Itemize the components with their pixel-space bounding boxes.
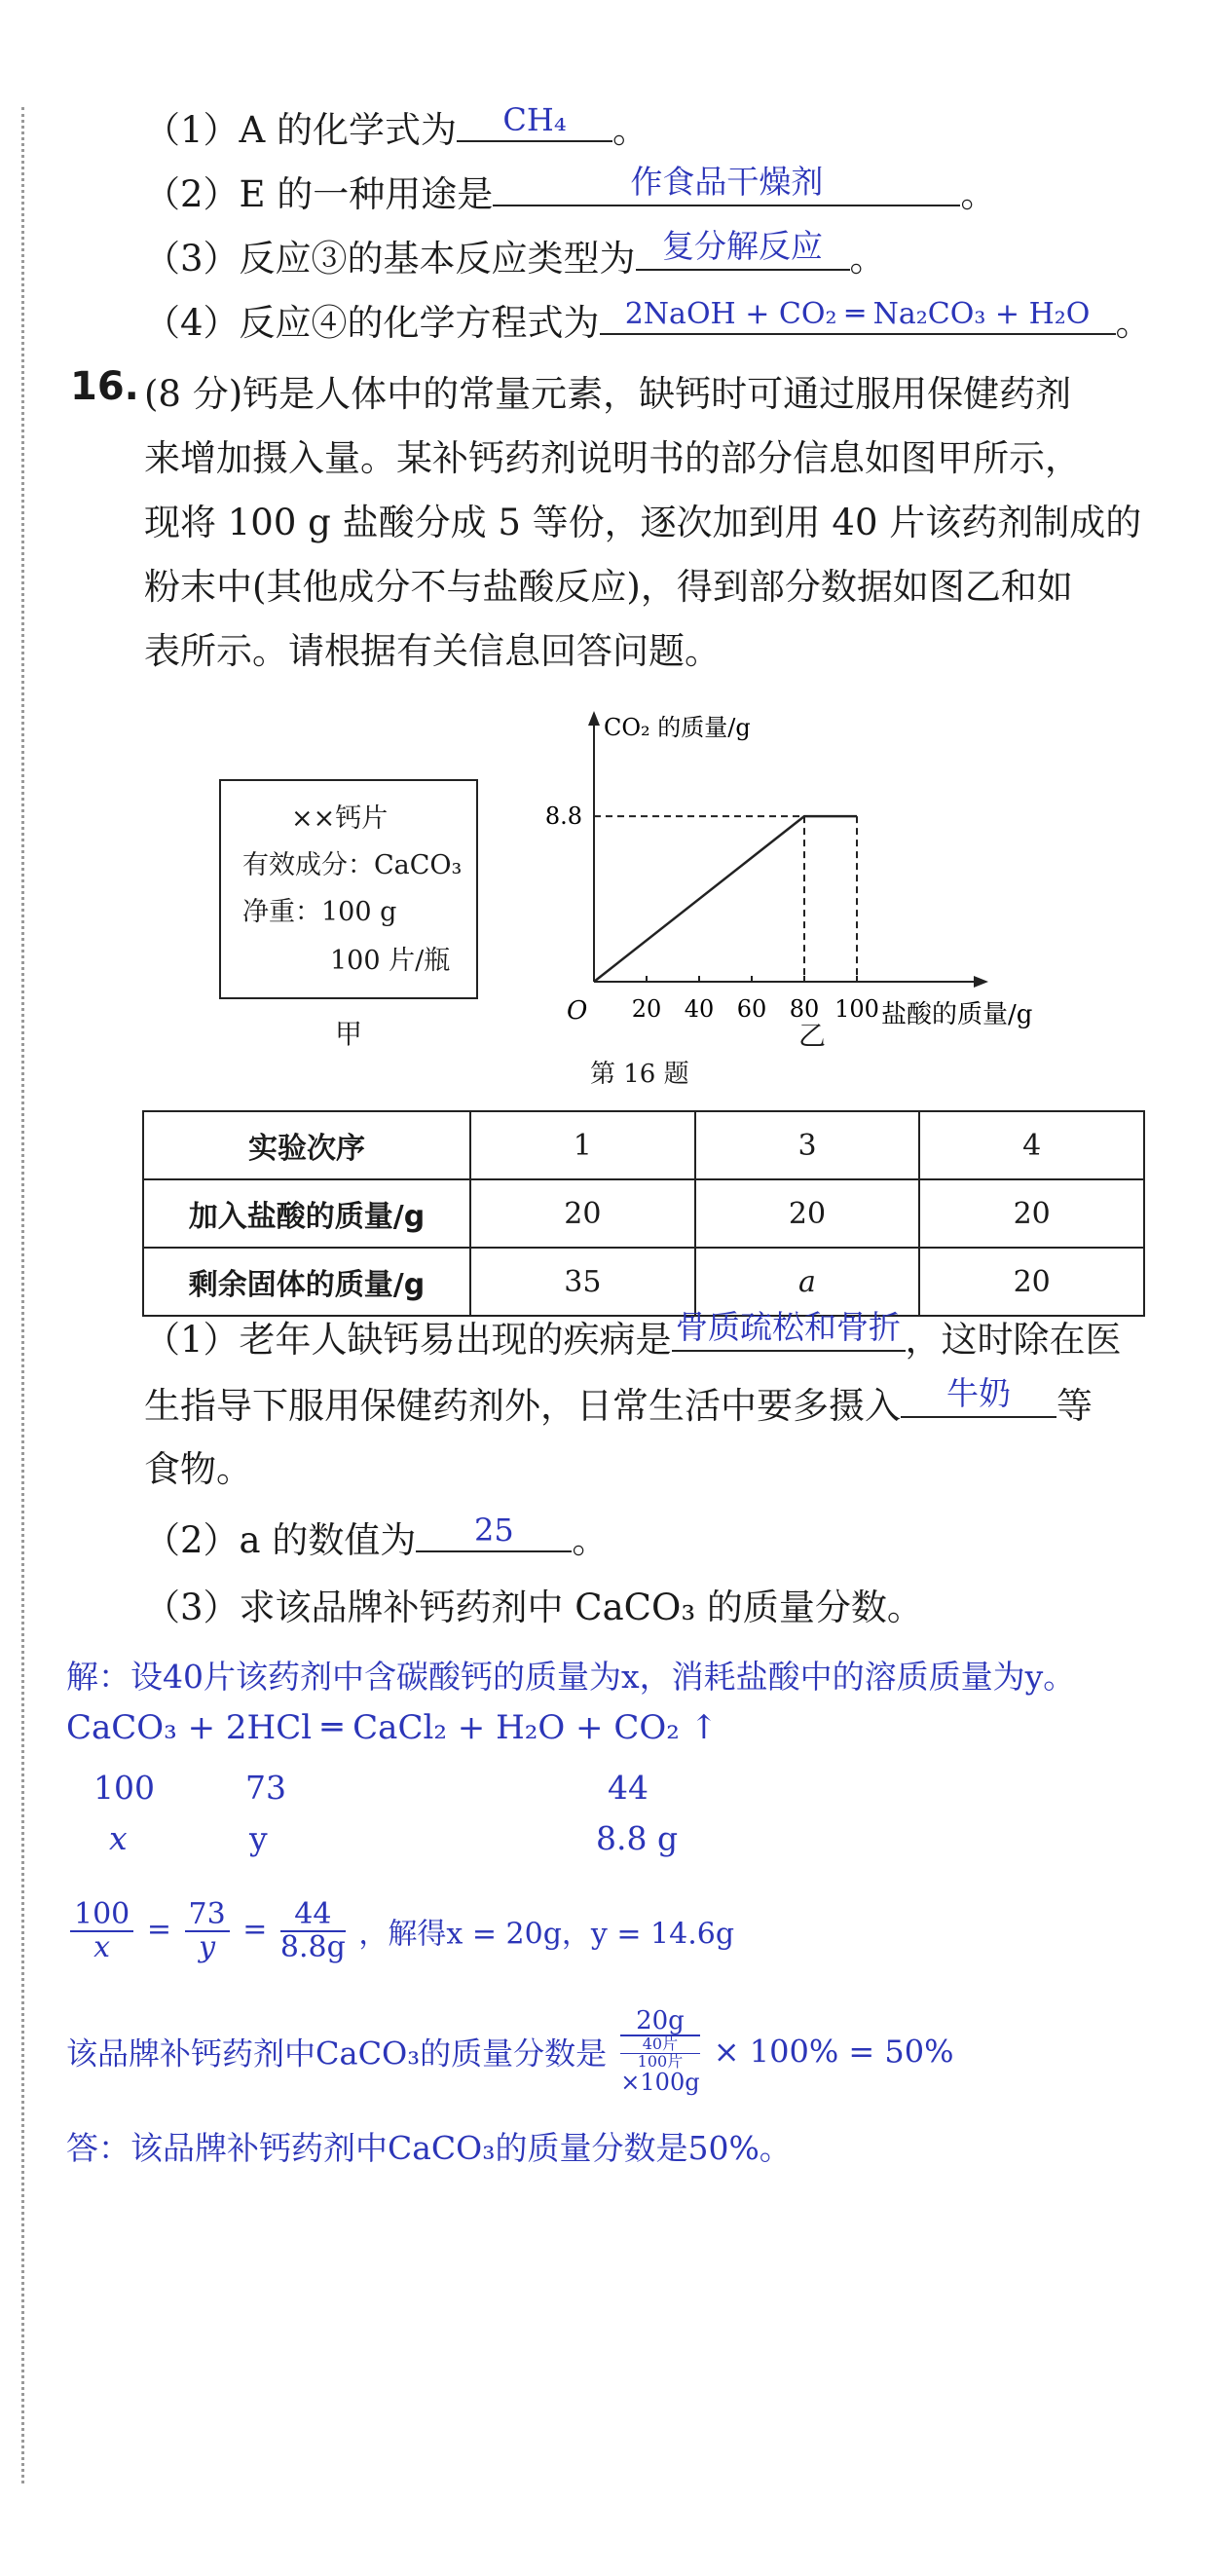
x-tick-label: 60: [736, 995, 767, 1023]
table-cell: 20: [470, 1179, 695, 1248]
table-cell: a: [695, 1248, 920, 1316]
table-cell: 20: [919, 1179, 1144, 1248]
var-x: x: [109, 1819, 128, 1857]
table-header-row: [143, 1111, 1144, 1179]
answer-q15-2: 作食品干燥剂: [630, 163, 824, 201]
table-cell: 20: [919, 1248, 1144, 1316]
series-line-co2: [594, 816, 857, 982]
var-y: y: [249, 1819, 268, 1857]
q16-text-line-4: 粉末中(其他成分不与盐酸反应)，得到部分数据如图乙和如: [144, 566, 1073, 608]
table-cell: 35: [470, 1248, 695, 1316]
q15-part2: （2）E 的一种用途是 作食品干燥剂 。: [144, 162, 996, 217]
answer-disease: 骨质疏松和骨折: [676, 1308, 902, 1346]
binding-dotted-line: [21, 107, 24, 2483]
question-number: 16.: [70, 364, 139, 409]
caption-yi: 乙: [798, 1020, 827, 1052]
table-header: 3: [695, 1111, 920, 1179]
q15-part3: （3）反应③的基本反应类型为 复分解反应 。: [144, 226, 886, 281]
label-title: ××钙片: [291, 803, 389, 834]
origin-label: O: [567, 996, 588, 1026]
y-axis-arrow: [588, 711, 600, 726]
mass-caco3: 100: [93, 1769, 155, 1807]
x-tick-label: 80: [789, 995, 820, 1023]
co2-chart: [526, 701, 1091, 1062]
q15-part1: （1）A 的化学式为 CH₄ 。: [144, 97, 649, 153]
table-cell: 剩余固体的质量/g: [143, 1248, 470, 1316]
q16-text-line-3: 现将 100 g 盐酸分成 5 等份，逐次加到用 40 片该药剂制成的: [144, 502, 1142, 543]
y-axis-label: CO₂ 的质量/g: [604, 714, 751, 741]
x-axis-label: 盐酸的质量/g: [881, 1000, 1033, 1029]
q16-sub3: （3）求该品牌补钙药剂中 CaCO₃ 的质量分数。: [144, 1587, 923, 1628]
answer-q15-4: 2NaOH + CO₂ ═ Na₂CO₃ + H₂O: [624, 297, 1091, 331]
label-weight: 净重：100 g: [242, 897, 397, 927]
label-count: 100 片/瓶: [330, 946, 451, 976]
var-co2: 8.8 g: [596, 1819, 679, 1857]
x-tick-label: 20: [631, 995, 662, 1023]
table-row: [143, 1179, 1144, 1248]
percent-line: 该品牌补钙药剂中CaCO₃的质量分数是 20g 40片 100片 ×100g × 100% = 50%: [66, 2006, 954, 2096]
q16-sub1-line2: 生指导下服用保健药剂外，日常生活中要多摄入 牛奶 等: [144, 1373, 1093, 1429]
final-answer: 答：该品牌补钙药剂中CaCO₃的质量分数是50%。: [66, 2129, 792, 2167]
x-tick-label: 40: [684, 995, 715, 1023]
table-row: [143, 1248, 1144, 1316]
answer-q15-3: 复分解反应: [662, 227, 824, 265]
x-tick-label: 100: [834, 995, 879, 1023]
x-axis-arrow: [974, 976, 988, 988]
table-cell: 加入盐酸的质量/g: [143, 1179, 470, 1248]
figure-caption: 第 16 题: [590, 1060, 689, 1089]
data-table: [142, 1110, 1145, 1317]
answer-food: 牛奶: [946, 1374, 1011, 1412]
ratio-line: $\frac{100}{x}$ = $\frac{73}{y}$ = $\frac{44}{8.8g}$ ，解得x = 20g，y = 14.6g: [66, 1899, 734, 1962]
mass-co2: 44: [608, 1769, 649, 1807]
mass-hcl: 73: [245, 1769, 286, 1807]
solution-line-1: 解：设40片该药剂中含碳酸钙的质量为x，消耗盐酸中的溶质质量为y。: [66, 1658, 1076, 1696]
answer-a: 25: [474, 1512, 514, 1549]
table-header: 4: [919, 1111, 1144, 1179]
q16-sub1-line3: 食物。: [144, 1448, 252, 1490]
medicine-label-box: [219, 779, 478, 999]
q16-sub1-line1: （1）老年人缺钙易出现的疾病是 骨质疏松和骨折 ，这时除在医: [144, 1307, 1122, 1363]
table-cell: 20: [695, 1179, 920, 1248]
table-header: 实验次序: [143, 1111, 470, 1179]
y-tick-label: 8.8: [544, 803, 582, 831]
q16-text-line-5: 表所示。请根据有关信息回答问题。: [144, 630, 721, 672]
q16-sub2: （2）a 的数值为 25 。: [144, 1508, 608, 1563]
q16-text-line-2: 来增加摄入量。某补钙药剂说明书的部分信息如图甲所示，: [144, 437, 1081, 479]
solution-equation: CaCO₃ + 2HCl ═ CaCl₂ + H₂O + CO₂ ↑: [66, 1708, 719, 1747]
table-header: 1: [470, 1111, 695, 1179]
answer-q15-1: CH₄: [502, 101, 567, 138]
q16-text-line-1: (8 分)钙是人体中的常量元素，缺钙时可通过服用保健药剂: [144, 373, 1072, 415]
caption-jia: 甲: [335, 1018, 363, 1050]
q15-part4: （4）反应④的化学方程式为 2NaOH + CO₂ ═ Na₂CO₃ + H₂O 。: [144, 290, 1152, 346]
label-ingredient: 有效成分：CaCO₃: [242, 850, 463, 880]
